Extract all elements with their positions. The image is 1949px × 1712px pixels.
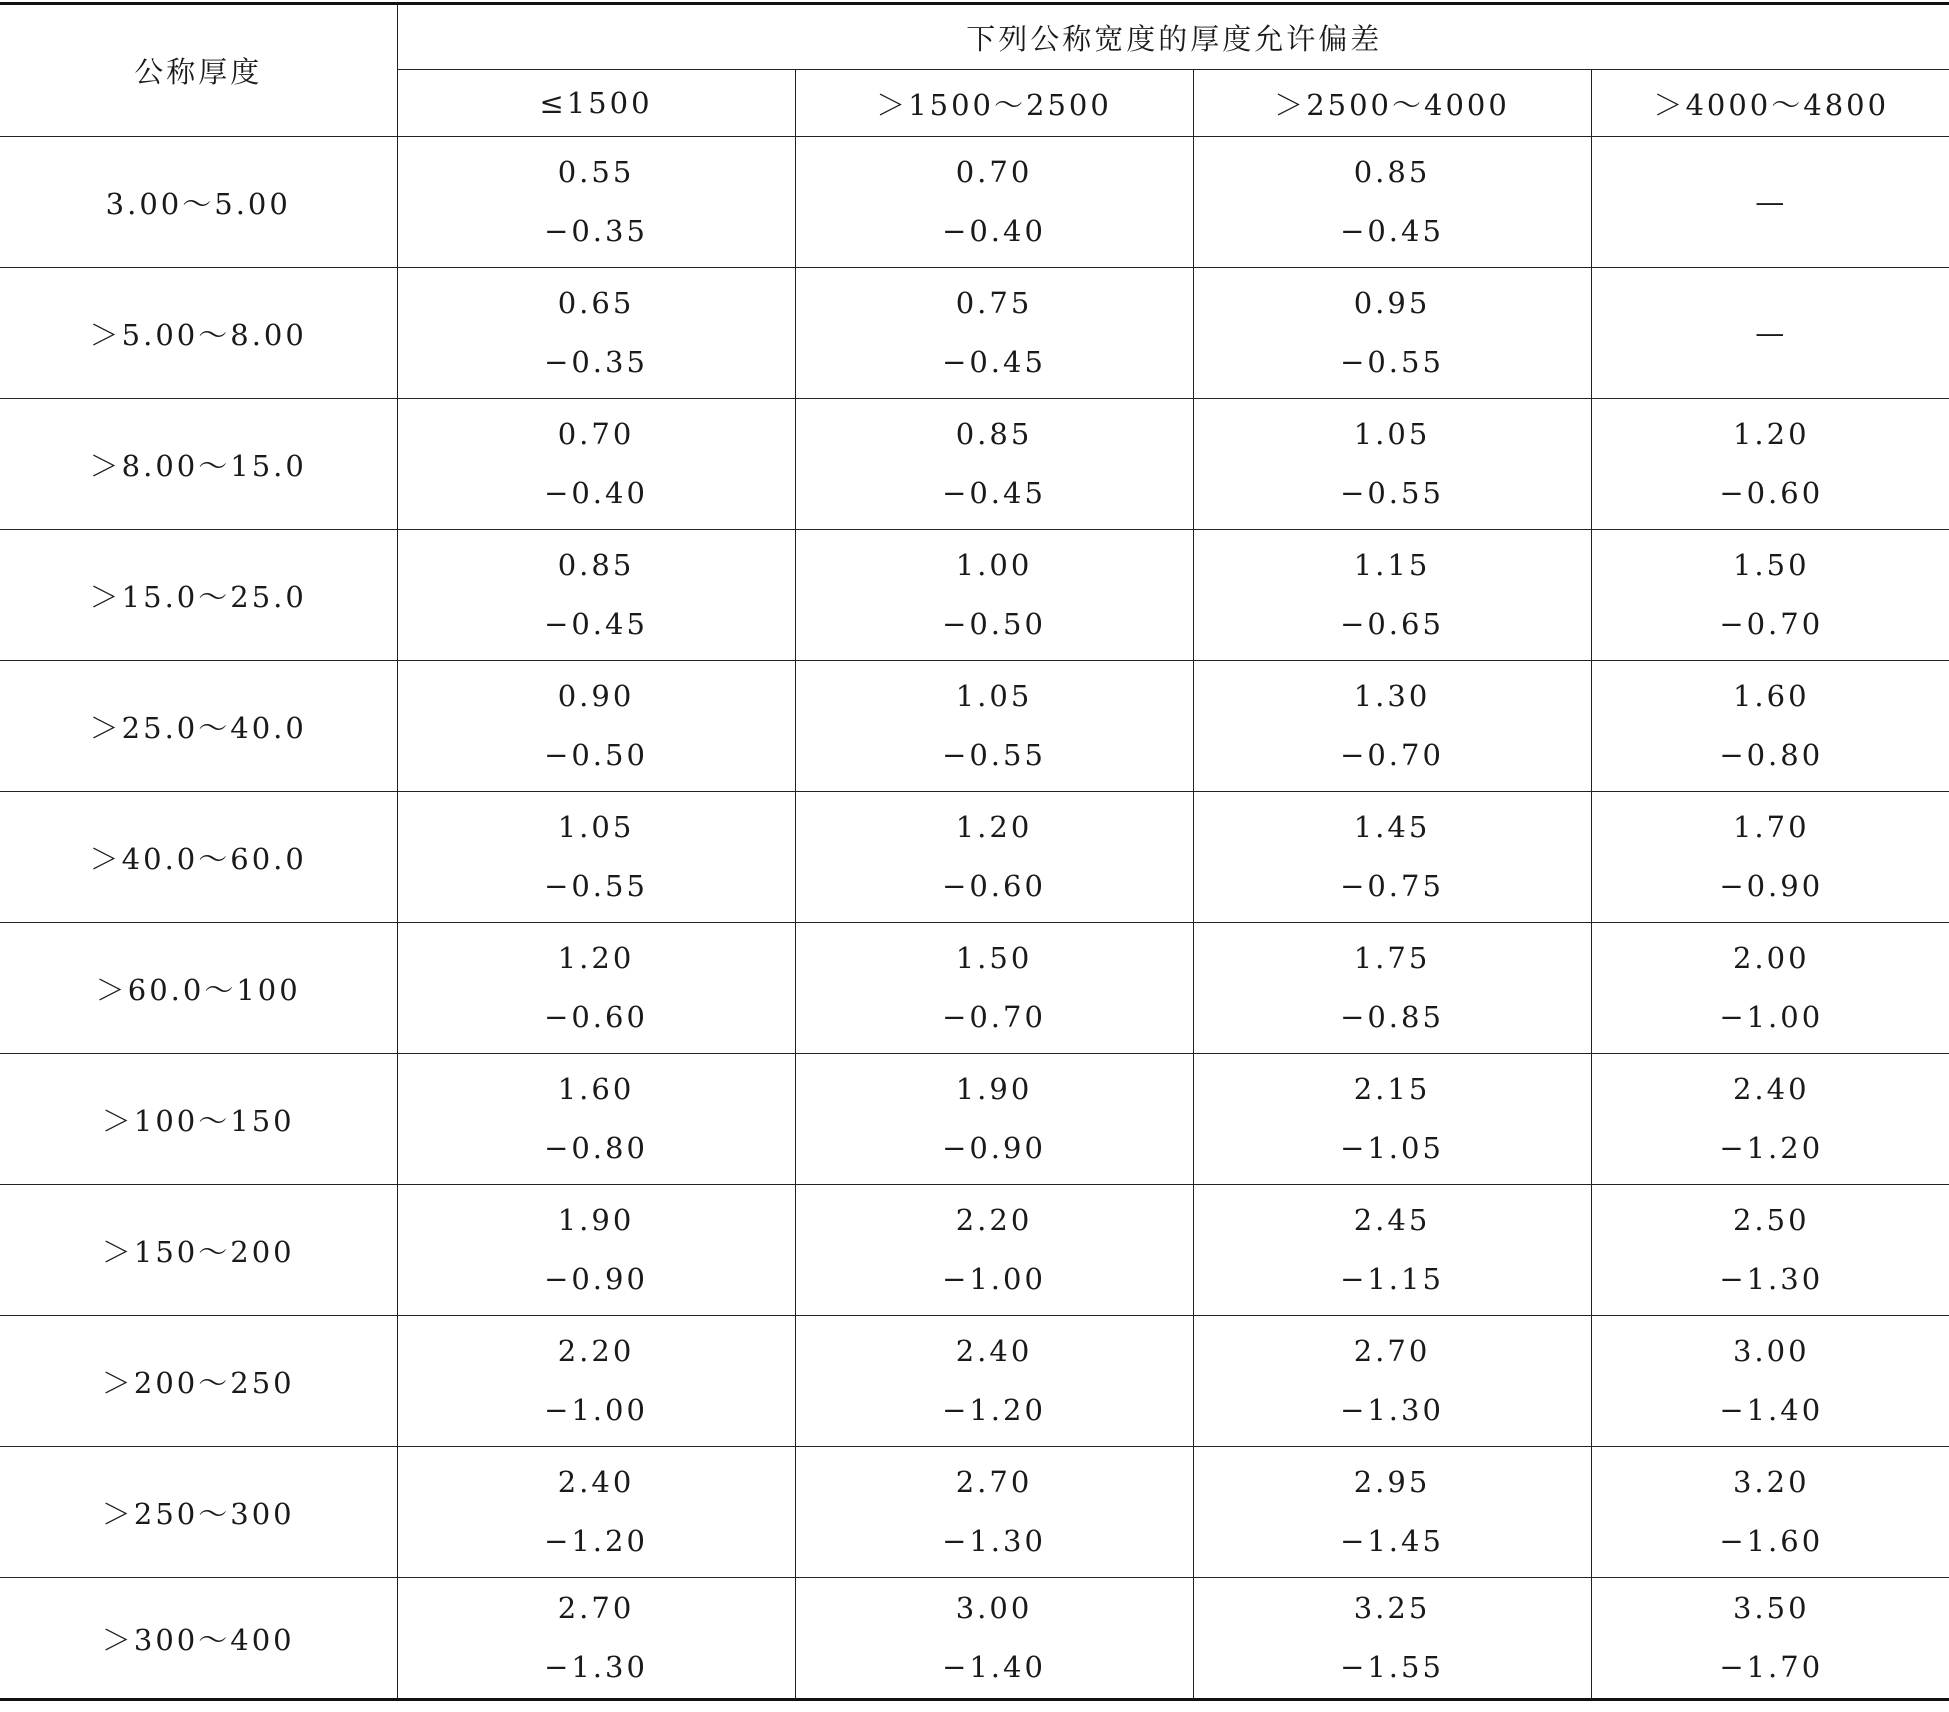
upper-tolerance: 2.20	[557, 1334, 635, 1368]
table-row	[0, 661, 1949, 792]
upper-tolerance: 0.70	[557, 417, 635, 451]
tolerance-cell	[1591, 661, 1949, 792]
tolerance-cell	[1193, 1054, 1591, 1185]
upper-tolerance: 1.50	[955, 941, 1033, 975]
lower-tolerance: −0.90	[1719, 869, 1824, 903]
tolerance-cell	[795, 1054, 1193, 1185]
upper-tolerance: 1.70	[1732, 810, 1810, 844]
upper-tolerance: 1.00	[955, 548, 1033, 582]
thickness-range-cell: ＞8.00～15.0	[0, 399, 397, 530]
tolerance-cell	[795, 661, 1193, 792]
tolerance-cell	[1591, 1578, 1949, 1700]
lower-tolerance: −0.35	[544, 214, 648, 248]
thickness-range-cell: ＞5.00～8.00	[0, 268, 397, 399]
tolerance-cell	[397, 661, 795, 792]
upper-tolerance: 2.40	[557, 1465, 635, 1499]
lower-tolerance: −0.45	[1340, 214, 1444, 248]
lower-tolerance: −0.60	[544, 1000, 648, 1034]
tolerance-cell	[1193, 530, 1591, 661]
table-row	[0, 1316, 1949, 1447]
thickness-header: 公称厚度	[0, 4, 397, 137]
tolerance-cell	[1193, 923, 1591, 1054]
lower-tolerance: −0.50	[544, 738, 648, 772]
lower-tolerance: −1.00	[1719, 1000, 1824, 1034]
upper-tolerance: 1.60	[557, 1072, 635, 1106]
upper-tolerance: 2.70	[955, 1465, 1033, 1499]
lower-tolerance: −0.55	[544, 869, 648, 903]
upper-tolerance: 0.90	[557, 679, 635, 713]
tolerance-cell	[1193, 137, 1591, 268]
table-row	[0, 1447, 1949, 1578]
upper-tolerance: 2.15	[1353, 1072, 1431, 1106]
upper-tolerance: 2.95	[1353, 1465, 1431, 1499]
upper-tolerance: 3.00	[955, 1591, 1033, 1625]
upper-tolerance: 1.05	[1353, 417, 1431, 451]
tolerance-cell	[1591, 1447, 1949, 1578]
tolerance-cell	[795, 1578, 1193, 1700]
table-row	[0, 1185, 1949, 1316]
upper-tolerance: 2.45	[1353, 1203, 1431, 1237]
lower-tolerance: −0.55	[942, 738, 1046, 772]
tolerance-cell	[1591, 268, 1949, 399]
upper-tolerance: 0.85	[557, 548, 635, 582]
tolerance-cell	[795, 923, 1193, 1054]
table-row	[0, 399, 1949, 530]
upper-tolerance: 0.65	[557, 286, 635, 320]
tolerance-cell	[1591, 923, 1949, 1054]
upper-tolerance: 1.60	[1732, 679, 1810, 713]
tolerance-cell	[795, 1185, 1193, 1316]
thickness-range-cell: ＞200～250	[0, 1316, 397, 1447]
lower-tolerance: −0.55	[1340, 476, 1444, 510]
upper-tolerance: 1.75	[1353, 941, 1431, 975]
not-applicable-dash: —	[1755, 185, 1788, 219]
lower-tolerance: −1.40	[942, 1650, 1046, 1684]
lower-tolerance: −0.45	[942, 476, 1046, 510]
tolerance-cell	[795, 1447, 1193, 1578]
thickness-tolerance-table	[0, 2, 1949, 1701]
upper-tolerance: 1.20	[955, 810, 1033, 844]
lower-tolerance: −1.55	[1340, 1650, 1444, 1684]
tolerance-cell	[1193, 792, 1591, 923]
tolerance-cell	[1193, 1185, 1591, 1316]
tolerance-cell	[1591, 1185, 1949, 1316]
upper-tolerance: 0.75	[955, 286, 1033, 320]
lower-tolerance: −0.65	[1340, 607, 1444, 641]
lower-tolerance: −0.40	[942, 214, 1046, 248]
lower-tolerance: −1.15	[1340, 1262, 1444, 1296]
upper-tolerance: 1.45	[1353, 810, 1431, 844]
lower-tolerance: −1.45	[1340, 1524, 1444, 1558]
table-row	[0, 137, 1949, 268]
table-body	[0, 137, 1949, 1700]
lower-tolerance: −1.60	[1719, 1524, 1824, 1558]
upper-tolerance: 2.70	[557, 1591, 635, 1625]
lower-tolerance: −1.40	[1719, 1393, 1824, 1427]
thickness-range-cell: ＞15.0～25.0	[0, 530, 397, 661]
lower-tolerance: −0.90	[942, 1131, 1046, 1165]
tolerance-cell	[397, 1054, 795, 1185]
upper-tolerance: 2.40	[955, 1334, 1033, 1368]
tolerance-cell	[1193, 268, 1591, 399]
not-applicable-dash: —	[1755, 316, 1788, 350]
thickness-range-cell: ＞60.0～100	[0, 923, 397, 1054]
lower-tolerance: −0.90	[544, 1262, 648, 1296]
upper-tolerance: 2.40	[1732, 1072, 1810, 1106]
table-row	[0, 530, 1949, 661]
table-row	[0, 1578, 1949, 1700]
tolerance-cell	[795, 268, 1193, 399]
lower-tolerance: −1.30	[544, 1650, 648, 1684]
tolerance-cell	[795, 530, 1193, 661]
lower-tolerance: −0.55	[1340, 345, 1444, 379]
tolerance-cell	[397, 1447, 795, 1578]
tolerance-cell	[1193, 661, 1591, 792]
upper-tolerance: 1.20	[1732, 417, 1810, 451]
tolerance-cell	[397, 1578, 795, 1700]
tolerance-cell	[795, 792, 1193, 923]
thickness-range-cell: ＞300～400	[0, 1578, 397, 1700]
tolerance-cell	[397, 268, 795, 399]
lower-tolerance: −0.35	[544, 345, 648, 379]
tolerance-cell	[397, 1185, 795, 1316]
table-row	[0, 923, 1949, 1054]
tolerance-cell	[1193, 399, 1591, 530]
lower-tolerance: −0.60	[1719, 476, 1824, 510]
lower-tolerance: −0.70	[1719, 607, 1824, 641]
table-row	[0, 1054, 1949, 1185]
thickness-range-cell: ＞150～200	[0, 1185, 397, 1316]
upper-tolerance: 0.85	[1353, 155, 1431, 189]
tolerance-cell	[1591, 1316, 1949, 1447]
tolerance-cell	[1591, 137, 1949, 268]
tolerance-cell	[795, 1316, 1193, 1447]
upper-tolerance: 3.50	[1732, 1591, 1810, 1625]
upper-tolerance: 0.70	[955, 155, 1033, 189]
tolerance-cell	[397, 1316, 795, 1447]
lower-tolerance: −1.20	[544, 1524, 648, 1558]
upper-tolerance: 2.00	[1732, 941, 1810, 975]
upper-tolerance: 1.15	[1353, 548, 1431, 582]
thickness-range-cell: ＞250～300	[0, 1447, 397, 1578]
lower-tolerance: −0.80	[1719, 738, 1824, 772]
tolerance-cell	[1193, 1316, 1591, 1447]
tolerance-cell	[397, 399, 795, 530]
lower-tolerance: −0.75	[1340, 869, 1444, 903]
upper-tolerance: 0.85	[955, 417, 1033, 451]
tolerance-cell	[1193, 1447, 1591, 1578]
width-column-header: ＞4000～4800	[1591, 70, 1949, 137]
tolerance-cell	[1591, 1054, 1949, 1185]
upper-tolerance: 3.25	[1353, 1591, 1431, 1625]
lower-tolerance: −1.30	[1719, 1262, 1824, 1296]
upper-tolerance: 2.20	[955, 1203, 1033, 1237]
lower-tolerance: −0.80	[544, 1131, 648, 1165]
lower-tolerance: −1.05	[1340, 1131, 1444, 1165]
tolerance-cell	[397, 923, 795, 1054]
upper-tolerance: 3.20	[1732, 1465, 1810, 1499]
lower-tolerance: −0.70	[942, 1000, 1046, 1034]
upper-tolerance: 1.50	[1732, 548, 1810, 582]
upper-tolerance: 1.20	[557, 941, 635, 975]
upper-tolerance: 0.55	[557, 155, 635, 189]
upper-tolerance: 1.05	[955, 679, 1033, 713]
lower-tolerance: −0.50	[942, 607, 1046, 641]
tolerance-cell	[397, 137, 795, 268]
tolerance-cell	[1591, 792, 1949, 923]
thickness-range-cell: ＞40.0～60.0	[0, 792, 397, 923]
lower-tolerance: −0.40	[544, 476, 648, 510]
tolerance-cell	[397, 530, 795, 661]
upper-tolerance: 1.90	[557, 1203, 635, 1237]
table-row	[0, 792, 1949, 923]
table-row	[0, 268, 1949, 399]
thickness-range-cell: ＞25.0～40.0	[0, 661, 397, 792]
tolerance-cell	[1591, 530, 1949, 661]
lower-tolerance: −1.20	[1719, 1131, 1824, 1165]
lower-tolerance: −0.45	[544, 607, 648, 641]
thickness-range-cell: ＞100～150	[0, 1054, 397, 1185]
lower-tolerance: −0.45	[942, 345, 1046, 379]
lower-tolerance: −1.00	[544, 1393, 648, 1427]
lower-tolerance: −0.85	[1340, 1000, 1444, 1034]
lower-tolerance: −0.70	[1340, 738, 1444, 772]
upper-tolerance: 2.50	[1732, 1203, 1810, 1237]
lower-tolerance: −1.00	[942, 1262, 1046, 1296]
lower-tolerance: −1.70	[1719, 1650, 1824, 1684]
width-column-header: ≤1500	[397, 70, 795, 137]
width-column-header: ＞1500～2500	[795, 70, 1193, 137]
lower-tolerance: −1.20	[942, 1393, 1046, 1427]
upper-tolerance: 1.30	[1353, 679, 1431, 713]
upper-tolerance: 1.90	[955, 1072, 1033, 1106]
tolerance-cell	[1591, 399, 1949, 530]
upper-tolerance: 3.00	[1732, 1334, 1810, 1368]
thickness-range-cell: 3.00～5.00	[0, 137, 397, 268]
lower-tolerance: −0.60	[942, 869, 1046, 903]
tolerance-cell	[1193, 1578, 1591, 1700]
tolerance-cell	[795, 137, 1193, 268]
tolerance-cell	[795, 399, 1193, 530]
lower-tolerance: −1.30	[942, 1524, 1046, 1558]
lower-tolerance: −1.30	[1340, 1393, 1444, 1427]
width-group-header: 下列公称宽度的厚度允许偏差	[397, 4, 1949, 70]
upper-tolerance: 2.70	[1353, 1334, 1431, 1368]
tolerance-cell	[397, 792, 795, 923]
header-row-1	[0, 4, 1949, 70]
upper-tolerance: 1.05	[557, 810, 635, 844]
upper-tolerance: 0.95	[1353, 286, 1431, 320]
width-column-header: ＞2500～4000	[1193, 70, 1591, 137]
